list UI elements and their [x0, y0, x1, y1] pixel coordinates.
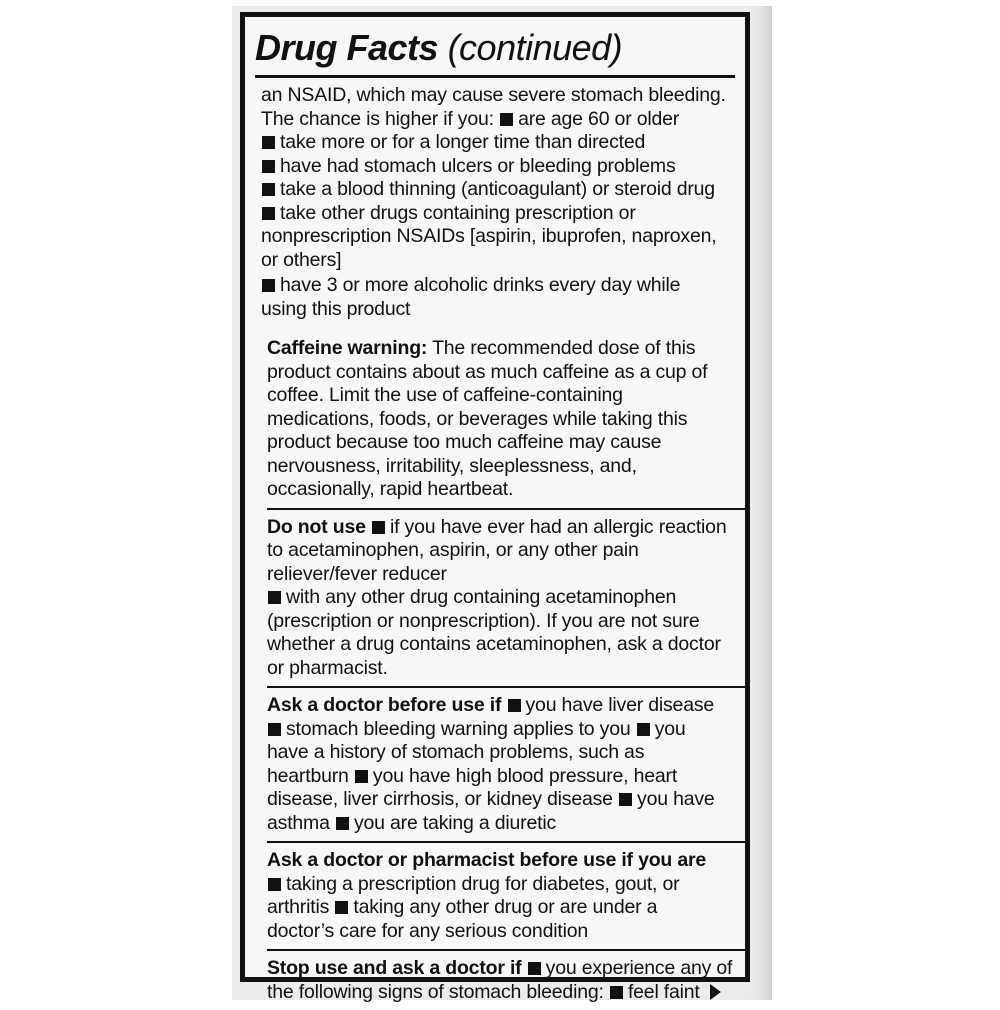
text-fragment: feel faint [627, 980, 700, 1003]
nsaid-warning-section [245, 78, 745, 327]
text-fragment: you have high blood pressure, heart [372, 764, 678, 787]
text-fragment: The recommended dose of this [432, 337, 696, 359]
section-heading: Stop use and ask a doctor if [267, 957, 522, 979]
title-bold: Drug Facts [255, 27, 439, 68]
bullet-square-icon [262, 160, 275, 173]
bullet-square-icon [335, 901, 348, 914]
text-line [267, 718, 737, 742]
text-line [267, 337, 737, 361]
text-line: have a history of stomach problems, such as [267, 741, 645, 763]
text-line [267, 873, 737, 897]
bullet-square-icon [262, 207, 275, 220]
text-line [267, 981, 737, 1005]
text-fragment: disease, liver cirrhosis, or kidney disease [267, 788, 613, 810]
text-fragment: have 3 or more alcoholic drinks every day while [280, 274, 681, 296]
drug-facts-panel [240, 12, 750, 1003]
text-line [261, 274, 737, 298]
title-continued: (continued) [447, 27, 623, 68]
section-heading: Ask a doctor or pharmacist before use if you are [267, 849, 707, 871]
text-line: whether a drug contains acetaminophen, ask a doctor [267, 633, 721, 655]
text-line: medications, foods, or beverages while taking this [267, 407, 688, 430]
text-fragment: you have [637, 788, 715, 810]
bullet-square-icon [268, 723, 281, 736]
text-line [267, 694, 737, 718]
caffeine-warning-section [245, 327, 745, 508]
text-fragment: you are taking a diuretic [353, 811, 557, 834]
text-fragment: stomach bleeding warning applies to you [286, 717, 631, 740]
text-line: or others] [261, 248, 342, 271]
bullet-square-icon [508, 699, 521, 712]
text-line: occasionally, rapid heartbeat. [267, 478, 514, 500]
bullet-square-icon [528, 962, 541, 975]
text-line [267, 516, 737, 540]
text-fragment: you [654, 717, 686, 740]
text-line [267, 812, 737, 836]
bullet-square-icon [372, 521, 385, 534]
text-line [261, 131, 737, 155]
bullet-square-icon [262, 183, 275, 196]
text-line [261, 108, 737, 132]
text-fragment: have had stomach ulcers or bleeding problems [280, 154, 676, 177]
text-fragment: take other drugs containing prescription or [280, 201, 636, 224]
bullet-square-icon [610, 986, 623, 999]
ask-pharmacist-section [245, 843, 745, 949]
text-line [267, 586, 737, 610]
bullet-square-icon [268, 591, 281, 604]
text-line: product because too much caffeine may cause [267, 431, 662, 453]
text-line: nonprescription NSAIDs [aspirin, ibuprofen, naproxen, [261, 225, 717, 247]
text-fragment: heartburn [267, 764, 349, 787]
text-fragment: take more or for a longer time than directed [280, 131, 646, 153]
text-line: nervousness, irritability, sleeplessness, and, [267, 454, 637, 477]
text-fragment: with any other drug containing acetaminophen [286, 586, 677, 608]
bullet-square-icon [619, 793, 632, 806]
text-fragment: the following signs of stomach bleeding: [267, 980, 604, 1003]
page-title [255, 27, 745, 69]
text-line [261, 178, 737, 202]
do-not-use-section [245, 510, 745, 687]
bullet-square-icon [500, 113, 513, 126]
text-fragment: you experience any of [545, 957, 733, 979]
text-line: coffee. Limit the use of caffeine-containing [267, 384, 623, 406]
text-line [267, 896, 737, 920]
text-fragment: you have liver disease [525, 694, 715, 716]
text-line: using this product [261, 297, 411, 320]
text-line [267, 788, 737, 812]
text-line: product contains about as much caffeine as a cup of [267, 360, 708, 383]
text-fragment: taking a prescription drug for diabetes, gout, or [286, 872, 680, 895]
text-line: an NSAID, which may cause severe stomach bleeding. [261, 84, 726, 106]
continue-arrow-icon [710, 984, 721, 1000]
text-fragment: The chance is higher if you: [261, 107, 494, 130]
bullet-square-icon [268, 878, 281, 891]
stop-use-section [245, 951, 745, 1010]
text-line [261, 155, 737, 179]
text-line: reliever/fever reducer [267, 562, 447, 585]
bullet-square-icon [262, 279, 275, 292]
text-line: to acetaminophen, aspirin, or any other pain [267, 539, 639, 561]
text-fragment: take a blood thinning (anticoagulant) or steroid drug [280, 178, 715, 200]
text-fragment: if you have ever had an allergic reaction [389, 515, 727, 538]
section-heading: Caffeine warning: [267, 337, 428, 359]
text-fragment: asthma [267, 811, 330, 834]
bullet-square-icon [262, 136, 275, 149]
text-fragment: taking any other drug or are under a [353, 896, 658, 918]
section-heading: Ask a doctor before use if [267, 694, 502, 716]
section-heading: Do not use [267, 515, 366, 538]
text-line: (prescription or nonprescription). If you are not sure [267, 609, 700, 632]
text-fragment: are age 60 or older [518, 107, 680, 130]
bullet-square-icon [355, 770, 368, 783]
text-line [261, 202, 737, 226]
text-line [267, 957, 737, 981]
text-line: doctor’s care for any serious condition [267, 919, 588, 942]
text-line: or pharmacist. [267, 656, 388, 679]
text-fragment: arthritis [267, 896, 330, 918]
bullet-square-icon [336, 817, 349, 830]
bullet-square-icon [637, 723, 650, 736]
text-line [267, 765, 737, 789]
ask-doctor-section [245, 688, 745, 841]
